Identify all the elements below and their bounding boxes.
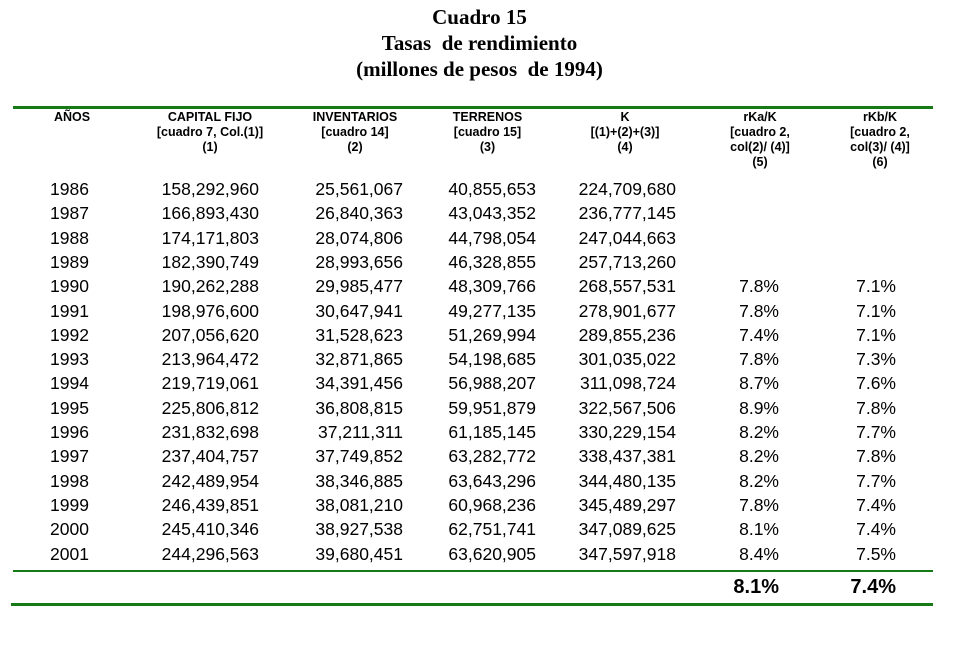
totals-rule: [13, 570, 933, 572]
table-row: [0, 396, 959, 420]
cell-rka-k: 8.1%: [739, 519, 779, 540]
header-k: [560, 110, 690, 155]
cell-terrenos: 44,798,054: [448, 227, 536, 248]
cell-capital-fijo: 246,439,851: [161, 494, 259, 515]
cell-year: 1995: [50, 397, 89, 418]
cell-capital-fijo: 198,976,600: [161, 300, 259, 321]
cell-capital-fijo: 231,832,698: [161, 422, 259, 442]
cell-inventarios: 37,211,311: [318, 422, 403, 442]
cell-year: 1992: [50, 324, 89, 345]
header-rka-k: [705, 110, 815, 170]
cell-k: 268,557,531: [578, 276, 676, 297]
header-line: col(2)/ (4)]: [730, 140, 790, 154]
cell-inventarios: 26,840,363: [315, 203, 403, 224]
bottom-rule: [11, 603, 933, 606]
cell-inventarios: 28,993,656: [315, 251, 403, 272]
cell-year: 1997: [50, 446, 89, 467]
header-line: [cuadro 2,: [730, 125, 790, 139]
cell-year: 1991: [50, 300, 89, 321]
header-line: [cuadro 14]: [321, 125, 389, 139]
table-row: [0, 274, 959, 298]
title-line-1: Cuadro 15: [432, 5, 527, 29]
cell-rkb-k: 7.6%: [856, 373, 896, 394]
header-line: K: [620, 110, 630, 124]
header-line: [(1)+(2)+(3)]: [590, 125, 660, 139]
cell-inventarios: 34,391,456: [315, 373, 403, 394]
cell-rkb-k: 7.7%: [856, 422, 896, 442]
cell-k: 301,035,022: [578, 349, 676, 370]
cell-rka-k: 8.2%: [739, 470, 779, 491]
cell-rkb-k: 7.1%: [856, 300, 896, 321]
cell-rka-k: 7.8%: [739, 494, 779, 515]
cell-terrenos: 63,620,905: [448, 543, 536, 564]
cell-k: 224,709,680: [578, 179, 676, 199]
cell-year: 1986: [50, 179, 89, 199]
header-line: [cuadro 15]: [453, 125, 522, 139]
cell-rka-k: 8.7%: [739, 373, 779, 394]
top-rule: [13, 106, 933, 109]
cell-rkb-k: 7.8%: [856, 397, 896, 418]
cell-k: 247,044,663: [578, 227, 676, 248]
cell-rkb-k: 7.4%: [856, 494, 896, 515]
table-row: [0, 177, 959, 201]
cell-year: 1998: [50, 470, 89, 491]
table-row: [0, 201, 959, 225]
cell-inventarios: 38,927,538: [315, 519, 403, 540]
table-row: [0, 226, 959, 250]
table-row: [0, 347, 959, 371]
cell-inventarios: 31,528,623: [315, 324, 403, 345]
cell-capital-fijo: 182,390,749: [161, 251, 259, 272]
header-line: (5): [752, 155, 768, 169]
cell-rka-k: 7.8%: [739, 300, 779, 321]
table-title: [0, 4, 959, 82]
cell-k: 344,480,135: [578, 470, 676, 491]
cell-capital-fijo: 245,410,346: [161, 519, 259, 540]
cell-inventarios: 30,647,941: [315, 300, 403, 321]
cell-rka-k: 8.4%: [739, 543, 779, 564]
cell-inventarios: 29,985,477: [315, 276, 403, 297]
header-line: (3): [479, 140, 496, 154]
cell-rkb-k: 7.7%: [856, 470, 896, 491]
cell-k: 278,901,677: [578, 300, 676, 321]
cell-terrenos: 49,277,135: [448, 300, 536, 321]
cell-year: 2000: [50, 519, 89, 540]
cell-year: 1996: [50, 422, 89, 442]
header-line: rKb/K: [862, 110, 898, 124]
cell-k: 330,229,154: [578, 422, 676, 442]
cell-year: 1990: [50, 276, 89, 297]
cell-k: 257,713,260: [578, 251, 676, 272]
cell-inventarios: 28,074,806: [315, 227, 403, 248]
total-rkb-k: 7.4%: [850, 576, 896, 598]
cell-terrenos: 59,951,879: [448, 397, 536, 418]
cell-terrenos: 60,968,236: [448, 494, 536, 515]
cell-k: 311,098,724: [579, 373, 676, 394]
title-line-2: Tasas de rendimiento: [381, 31, 578, 55]
cell-inventarios: 38,346,885: [315, 470, 403, 491]
cell-capital-fijo: 242,489,954: [161, 470, 259, 491]
header-line: (2): [347, 140, 363, 154]
cell-terrenos: 48,309,766: [448, 276, 536, 297]
cell-capital-fijo: 174,171,803: [161, 227, 259, 248]
cell-year: 1987: [50, 203, 89, 224]
cell-year: 1988: [50, 227, 89, 248]
cell-terrenos: 54,198,685: [448, 349, 536, 370]
cell-rka-k: 7.8%: [739, 276, 779, 297]
cell-k: 347,089,625: [578, 519, 676, 540]
cell-rka-k: 8.2%: [739, 422, 779, 442]
cell-k: 289,855,236: [578, 324, 676, 345]
cell-rka-k: 7.4%: [739, 324, 779, 345]
cell-year: 1993: [50, 349, 89, 370]
header-line: CAPITAL FIJO: [167, 110, 253, 124]
cell-capital-fijo: 244,296,563: [161, 543, 259, 564]
cell-rkb-k: 7.4%: [856, 519, 896, 540]
table-row: [0, 250, 959, 274]
table-row: [0, 444, 959, 468]
cell-terrenos: 51,269,994: [448, 324, 536, 345]
cell-capital-fijo: 225,806,812: [161, 397, 259, 418]
title-line-3: (millones de pesos de 1994): [356, 57, 603, 81]
cell-rkb-k: 7.1%: [856, 276, 896, 297]
table-row: [0, 517, 959, 541]
cell-rkb-k: 7.3%: [856, 349, 896, 370]
header-anos: [32, 110, 112, 125]
cell-terrenos: 40,855,653: [448, 179, 536, 199]
cell-capital-fijo: 213,964,472: [161, 349, 259, 370]
header-line: col(3)/ (4)]: [850, 140, 910, 154]
cell-capital-fijo: 237,404,757: [161, 446, 259, 467]
cell-capital-fijo: 219,719,061: [161, 373, 259, 394]
cell-k: 347,597,918: [578, 543, 676, 564]
cell-year: 2001: [50, 543, 89, 564]
cell-capital-fijo: 190,262,288: [161, 276, 259, 297]
table-row: [0, 542, 959, 566]
table-row: [0, 371, 959, 395]
header-line: (1): [202, 140, 218, 154]
header-line: AÑOS: [53, 110, 91, 124]
header-rkb-k: [825, 110, 935, 170]
header-line: INVENTARIOS: [312, 110, 398, 124]
header-line: (6): [872, 155, 888, 169]
table-row: [0, 299, 959, 323]
table-row: [0, 323, 959, 347]
cell-rkb-k: 7.8%: [856, 446, 896, 467]
table-row: [0, 469, 959, 493]
cell-inventarios: 25,561,067: [315, 179, 403, 199]
totals-row: [0, 573, 959, 601]
header-line: (4): [617, 140, 633, 154]
header-line: [cuadro 2,: [850, 125, 910, 139]
cell-inventarios: 38,081,210: [315, 494, 403, 515]
cell-k: 236,777,145: [578, 203, 676, 224]
cell-year: 1999: [50, 494, 89, 515]
cell-capital-fijo: 166,893,430: [161, 203, 259, 224]
header-line: [cuadro 7, Col.(1)]: [156, 125, 264, 139]
header-capital-fijo: [130, 110, 290, 155]
header-line: TERRENOS: [452, 110, 523, 124]
cell-rkb-k: 7.5%: [856, 543, 896, 564]
cell-inventarios: 32,871,865: [315, 349, 403, 370]
cell-terrenos: 63,282,772: [448, 446, 536, 467]
cell-terrenos: 63,643,296: [448, 470, 536, 491]
cell-rka-k: 8.9%: [739, 397, 779, 418]
cell-inventarios: 37,749,852: [315, 446, 403, 467]
cell-rka-k: 7.8%: [739, 349, 779, 370]
cell-rkb-k: 7.1%: [856, 324, 896, 345]
header-line: rKa/K: [743, 110, 777, 124]
header-terrenos: [425, 110, 550, 155]
cell-k: 338,437,381: [578, 446, 676, 467]
cell-capital-fijo: 207,056,620: [161, 324, 259, 345]
cell-capital-fijo: 158,292,960: [161, 179, 259, 199]
cell-inventarios: 39,680,451: [315, 543, 403, 564]
total-rka-k: 8.1%: [733, 576, 779, 598]
cell-k: 322,567,506: [578, 397, 676, 418]
cell-terrenos: 62,751,741: [448, 519, 536, 540]
cell-rka-k: 8.2%: [739, 446, 779, 467]
header-inventarios: [290, 110, 420, 155]
cell-terrenos: 46,328,855: [448, 251, 536, 272]
table-row: [0, 420, 959, 444]
cell-k: 345,489,297: [578, 494, 676, 515]
cell-terrenos: 43,043,352: [448, 203, 536, 224]
cell-inventarios: 36,808,815: [315, 397, 403, 418]
cell-year: 1994: [50, 373, 89, 394]
cell-year: 1989: [50, 251, 89, 272]
cell-terrenos: 56,988,207: [448, 373, 536, 394]
cell-terrenos: 61,185,145: [448, 422, 536, 442]
table-row: [0, 493, 959, 517]
